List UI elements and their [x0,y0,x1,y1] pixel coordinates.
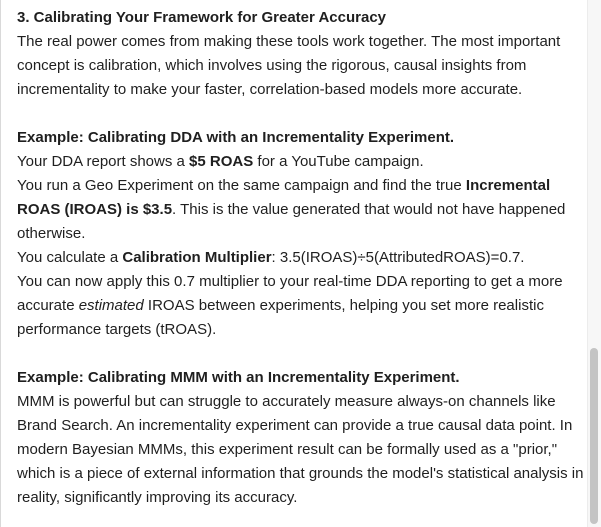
dda-roas-value: $5 ROAS [189,153,254,170]
scrollbar-thumb[interactable] [590,348,598,524]
section-intro: The real power comes from making these tools work together. The most important concept is calibration, which involves using the rigorous, causal insights from incrementality to make your faster, correlation-based models more accurate. [17,33,561,98]
paragraph-gap [17,342,585,366]
dda-line-multiplier: You calculate a Calibration Multiplier: 3.5(IROAS)÷5(AttributedROAS)=0.7. [17,249,525,266]
dda-line-apply: You can now apply this 0.7 multiplier to your real-time DDA reporting to get a more accurate estimated IROAS between experiments, helping you set more realistic performance targets (tROAS). [17,273,563,338]
estimated-term: estimated [78,297,144,314]
paragraph-gap [17,102,585,126]
calibration-multiplier-term: Calibration Multiplier [122,249,272,266]
dda-line-experiment: You run a Geo Experiment on the same campaign and find the true Incremental ROAS (IROAS) is $3.5. This is the value generated that would not have happened otherwise. [17,177,566,242]
section-heading: 3. Calibrating Your Framework for Greater Accuracy [17,9,387,26]
mmm-example-body: MMM is powerful but can struggle to accurately measure always-on channels like Brand Search. An incrementality experiment can provide a true causal data point. In modern Bayesian MMMs, this experiment result can be formally used as a "prior," which is a piece of external information that grounds the model's statistical analysis in reality, significantly improving its accuracy. [17,393,584,506]
mmm-example-heading: Example: Calibrating MMM with an Incrementality Experiment. [17,369,460,386]
dda-example-heading: Example: Calibrating DDA with an Incrementality Experiment. [17,129,455,146]
iroas-value: Incremental ROAS (IROAS) is $3.5 [17,177,551,218]
dda-line-report: Your DDA report shows a $5 ROAS for a YouTube campaign. [17,153,424,170]
document-content [17,6,585,510]
vertical-scrollbar[interactable] [587,0,601,527]
